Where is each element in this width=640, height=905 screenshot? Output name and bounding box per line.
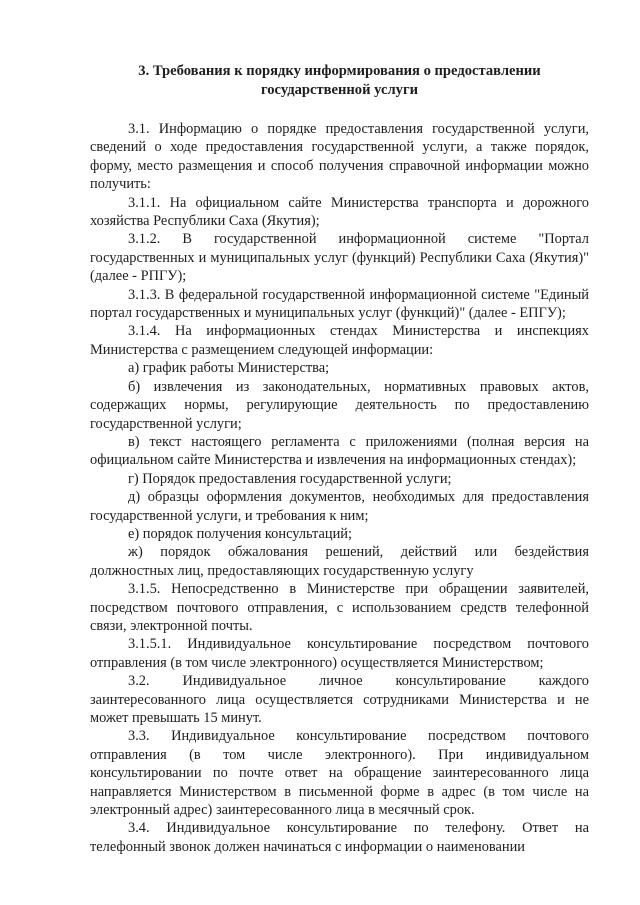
paragraph-3-3: 3.3. Индивидуальное консультирование посредством почтового отправления (в том числе электронного). При индивидуальном консультировании по почте ответ на обращение заинтересованного лица направляется Министерством в письменной форме в адрес (в том числе на электронный адрес) заинтересованного лица в месячный срок. xyxy=(90,728,589,819)
list-item-a: а) график работы Министерства; xyxy=(128,360,330,377)
list-item-e: е) порядок получения консультаций; xyxy=(128,525,352,542)
document-body xyxy=(90,120,589,856)
list-item-d: д) образцы оформления документов, необходимых для предоставления государственной услуги, и требования к ним; xyxy=(90,489,589,524)
paragraph-3-1: 3.1. Информацию о порядке предоставления государственной услуги, сведений о ходе предоставления государственной услуги, а также порядок, форму, место размещения и способ получения справочной информации можно получить: xyxy=(90,121,589,193)
paragraph-3-1-2: 3.1.2. В государственной информационной системе "Портал государственных и муниципальных услуг (функций) Республики Саха (Якутия)" (далее - РПГУ); xyxy=(90,231,589,285)
section-heading-line-1: 3. Требования к порядку информирования о предоставлении xyxy=(138,63,541,79)
paragraph-3-1-3: 3.1.3. В федеральной государственной информационной системе "Единый портал государственных и муниципальных услуг (функций)" (далее - ЕПГУ); xyxy=(90,286,589,322)
paragraph-3-1-5-1: 3.1.5.1. Индивидуальное консультирование посредством почтового отправления (в том числе электронного) осуществляется Министерством; xyxy=(90,636,589,671)
section-heading xyxy=(90,62,589,100)
list-item-v: в) текст настоящего регламента с приложениями (полная версия на официальном сайте Министерства и извлечения на информационных стендах); xyxy=(90,433,589,469)
paragraph-3-2: 3.2. Индивидуальное личное консультирование каждого заинтересованного лица осуществляется сотрудниками Министерства и не может превышать 15 минут. xyxy=(90,673,589,726)
document-page xyxy=(90,62,589,856)
list-item-zh: ж) порядок обжалования решений, действий или бездействия должностных лиц, предоставляющих государственную услугу xyxy=(90,544,589,579)
paragraph-3-1-4: 3.1.4. На информационных стендах Министерства и инспекциях Министерства с размещением следующей информации: xyxy=(90,323,589,358)
list-item-g: г) Порядок предоставления государственной услуги; xyxy=(128,470,452,487)
section-heading-line-2: государственной услуги xyxy=(260,82,419,98)
paragraph-3-1-5: 3.1.5. Непосредственно в Министерстве при обращении заявителей, посредством почтового отправления, с использованием средств телефонной связи, электронной почты. xyxy=(90,581,589,634)
paragraph-3-4: 3.4. Индивидуальное консультирование по телефону. Ответ на телефонный звонок должен начинаться с информации о наименовании xyxy=(90,820,589,855)
paragraph-3-1-1: 3.1.1. На официальном сайте Министерства транспорта и дорожного хозяйства Республики Саха (Якутия); xyxy=(90,194,589,230)
list-item-b: б) извлечения из законодательных, нормативных правовых актов, содержащих нормы, регулирующие деятельность по предоставлению государственной услуги; xyxy=(90,378,589,432)
